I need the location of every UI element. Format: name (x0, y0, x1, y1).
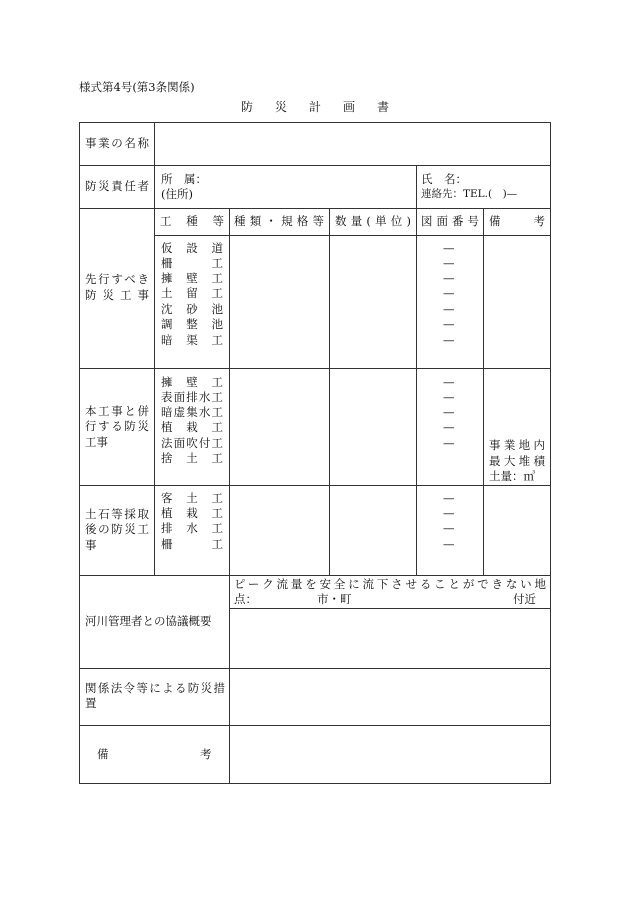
work-item: 沈砂池 (161, 302, 223, 316)
drawing-number-dash: — (443, 537, 455, 551)
work-item: 柵工 (161, 256, 223, 270)
table-border-right (550, 122, 551, 784)
drawing-number-dash: — (443, 375, 455, 389)
remarks-row-label: 備 (97, 747, 109, 761)
table-border-left (79, 122, 80, 784)
peak-flow-note: ピーク流量を安全に流下させることができない地 (234, 577, 546, 591)
table-border-bottom (79, 783, 551, 784)
contact-label: 連絡先：TEL.( )— (421, 188, 518, 200)
drawing-number-dash: — (443, 491, 455, 505)
drawing-number-dash: — (443, 390, 455, 404)
laws-label: 関係法令等による防災措 (85, 681, 225, 695)
drawing-number-dash: — (443, 286, 455, 300)
work-item: 暗虚集水工 (161, 405, 223, 419)
table-border-top (79, 122, 551, 123)
work-item: 暗渠工 (161, 333, 223, 347)
drawing-number-dash: — (443, 506, 455, 520)
drawing-number-dash: — (443, 302, 455, 316)
rule (154, 235, 551, 236)
work-item: 擁壁工 (161, 271, 223, 285)
drawing-number-dash: — (443, 241, 455, 255)
rule (229, 575, 230, 784)
work-item: 客土工 (161, 491, 223, 505)
section-heading: 先行すべき (85, 272, 149, 286)
drawing-number-dash: — (443, 333, 455, 347)
rule (79, 165, 551, 166)
remarks-note: 最大堆積 (489, 454, 545, 468)
section-heading: 工事 (85, 435, 108, 449)
drawing-number-dash: — (443, 420, 455, 434)
rule (416, 165, 417, 576)
drawing-number-dash: — (443, 405, 455, 419)
remarks-note: 土量：㎥ (489, 469, 535, 483)
rule (79, 208, 551, 209)
peak-flow-near-label: 付近 (513, 592, 536, 606)
rule (154, 122, 155, 576)
project-name-label: 事業の名称 (85, 136, 149, 150)
column-header-remarks: 備 考 (489, 214, 545, 228)
work-item: 土留工 (161, 286, 223, 300)
section-heading: 事 (85, 538, 97, 552)
drawing-number-dash: — (443, 256, 455, 270)
form-title: 防災計画書 (240, 100, 411, 114)
work-item: 植栽工 (161, 420, 223, 434)
rule (229, 208, 230, 576)
work-item: 植栽工 (161, 506, 223, 520)
column-header-work-type: 工 種 等 (160, 214, 224, 228)
address-label: (住所) (161, 187, 193, 201)
rule (483, 208, 484, 576)
drawing-number-dash: — (443, 271, 455, 285)
drawing-number-dash: — (443, 436, 455, 450)
column-header-spec: 種類・規格等 (234, 214, 324, 228)
work-item: 調整池 (161, 317, 223, 331)
work-item: 仮設道 (161, 241, 223, 255)
drawing-number-dash: — (443, 521, 455, 535)
work-item: 法面吹付工 (161, 436, 223, 450)
form-label: 様式第4号(第3条関係) (79, 80, 195, 94)
section-heading: 土石等採取 (85, 507, 149, 521)
column-header-drawing-number: 図面番号 (421, 214, 479, 228)
rule (229, 608, 551, 609)
remarks-note: 事業地内 (489, 438, 545, 452)
rule (79, 368, 551, 369)
drawing-number-dash: — (443, 317, 455, 331)
manager-label: 防災責任者 (85, 179, 149, 193)
laws-label: 置 (85, 696, 97, 710)
work-item: 排水工 (161, 521, 223, 535)
river-consultation-label: 河川管理者との協議概要 (85, 614, 212, 628)
rule (329, 208, 330, 576)
work-item: 表面排水工 (161, 390, 223, 404)
rule (79, 668, 551, 669)
peak-flow-city-label: 市・町 (317, 592, 352, 606)
rule (79, 485, 551, 486)
column-header-quantity: 数量(単位) (335, 214, 411, 228)
section-heading: 防 災 工 事 (85, 288, 149, 302)
work-item: 擁壁工 (161, 375, 223, 389)
affiliation-label: 所 属： (161, 172, 207, 186)
peak-flow-point-label: 点： (234, 592, 257, 606)
work-item: 柵工 (161, 537, 223, 551)
remarks-row-label: 考 (200, 747, 212, 761)
name-label: 氏 名： (421, 172, 467, 186)
rule (79, 725, 551, 726)
work-item: 捨土工 (161, 451, 223, 465)
section-heading: 後の防災工 (85, 522, 149, 536)
rule (79, 575, 551, 576)
section-heading: 本工事と併 (85, 404, 149, 418)
section-heading: 行する防災 (85, 419, 149, 433)
